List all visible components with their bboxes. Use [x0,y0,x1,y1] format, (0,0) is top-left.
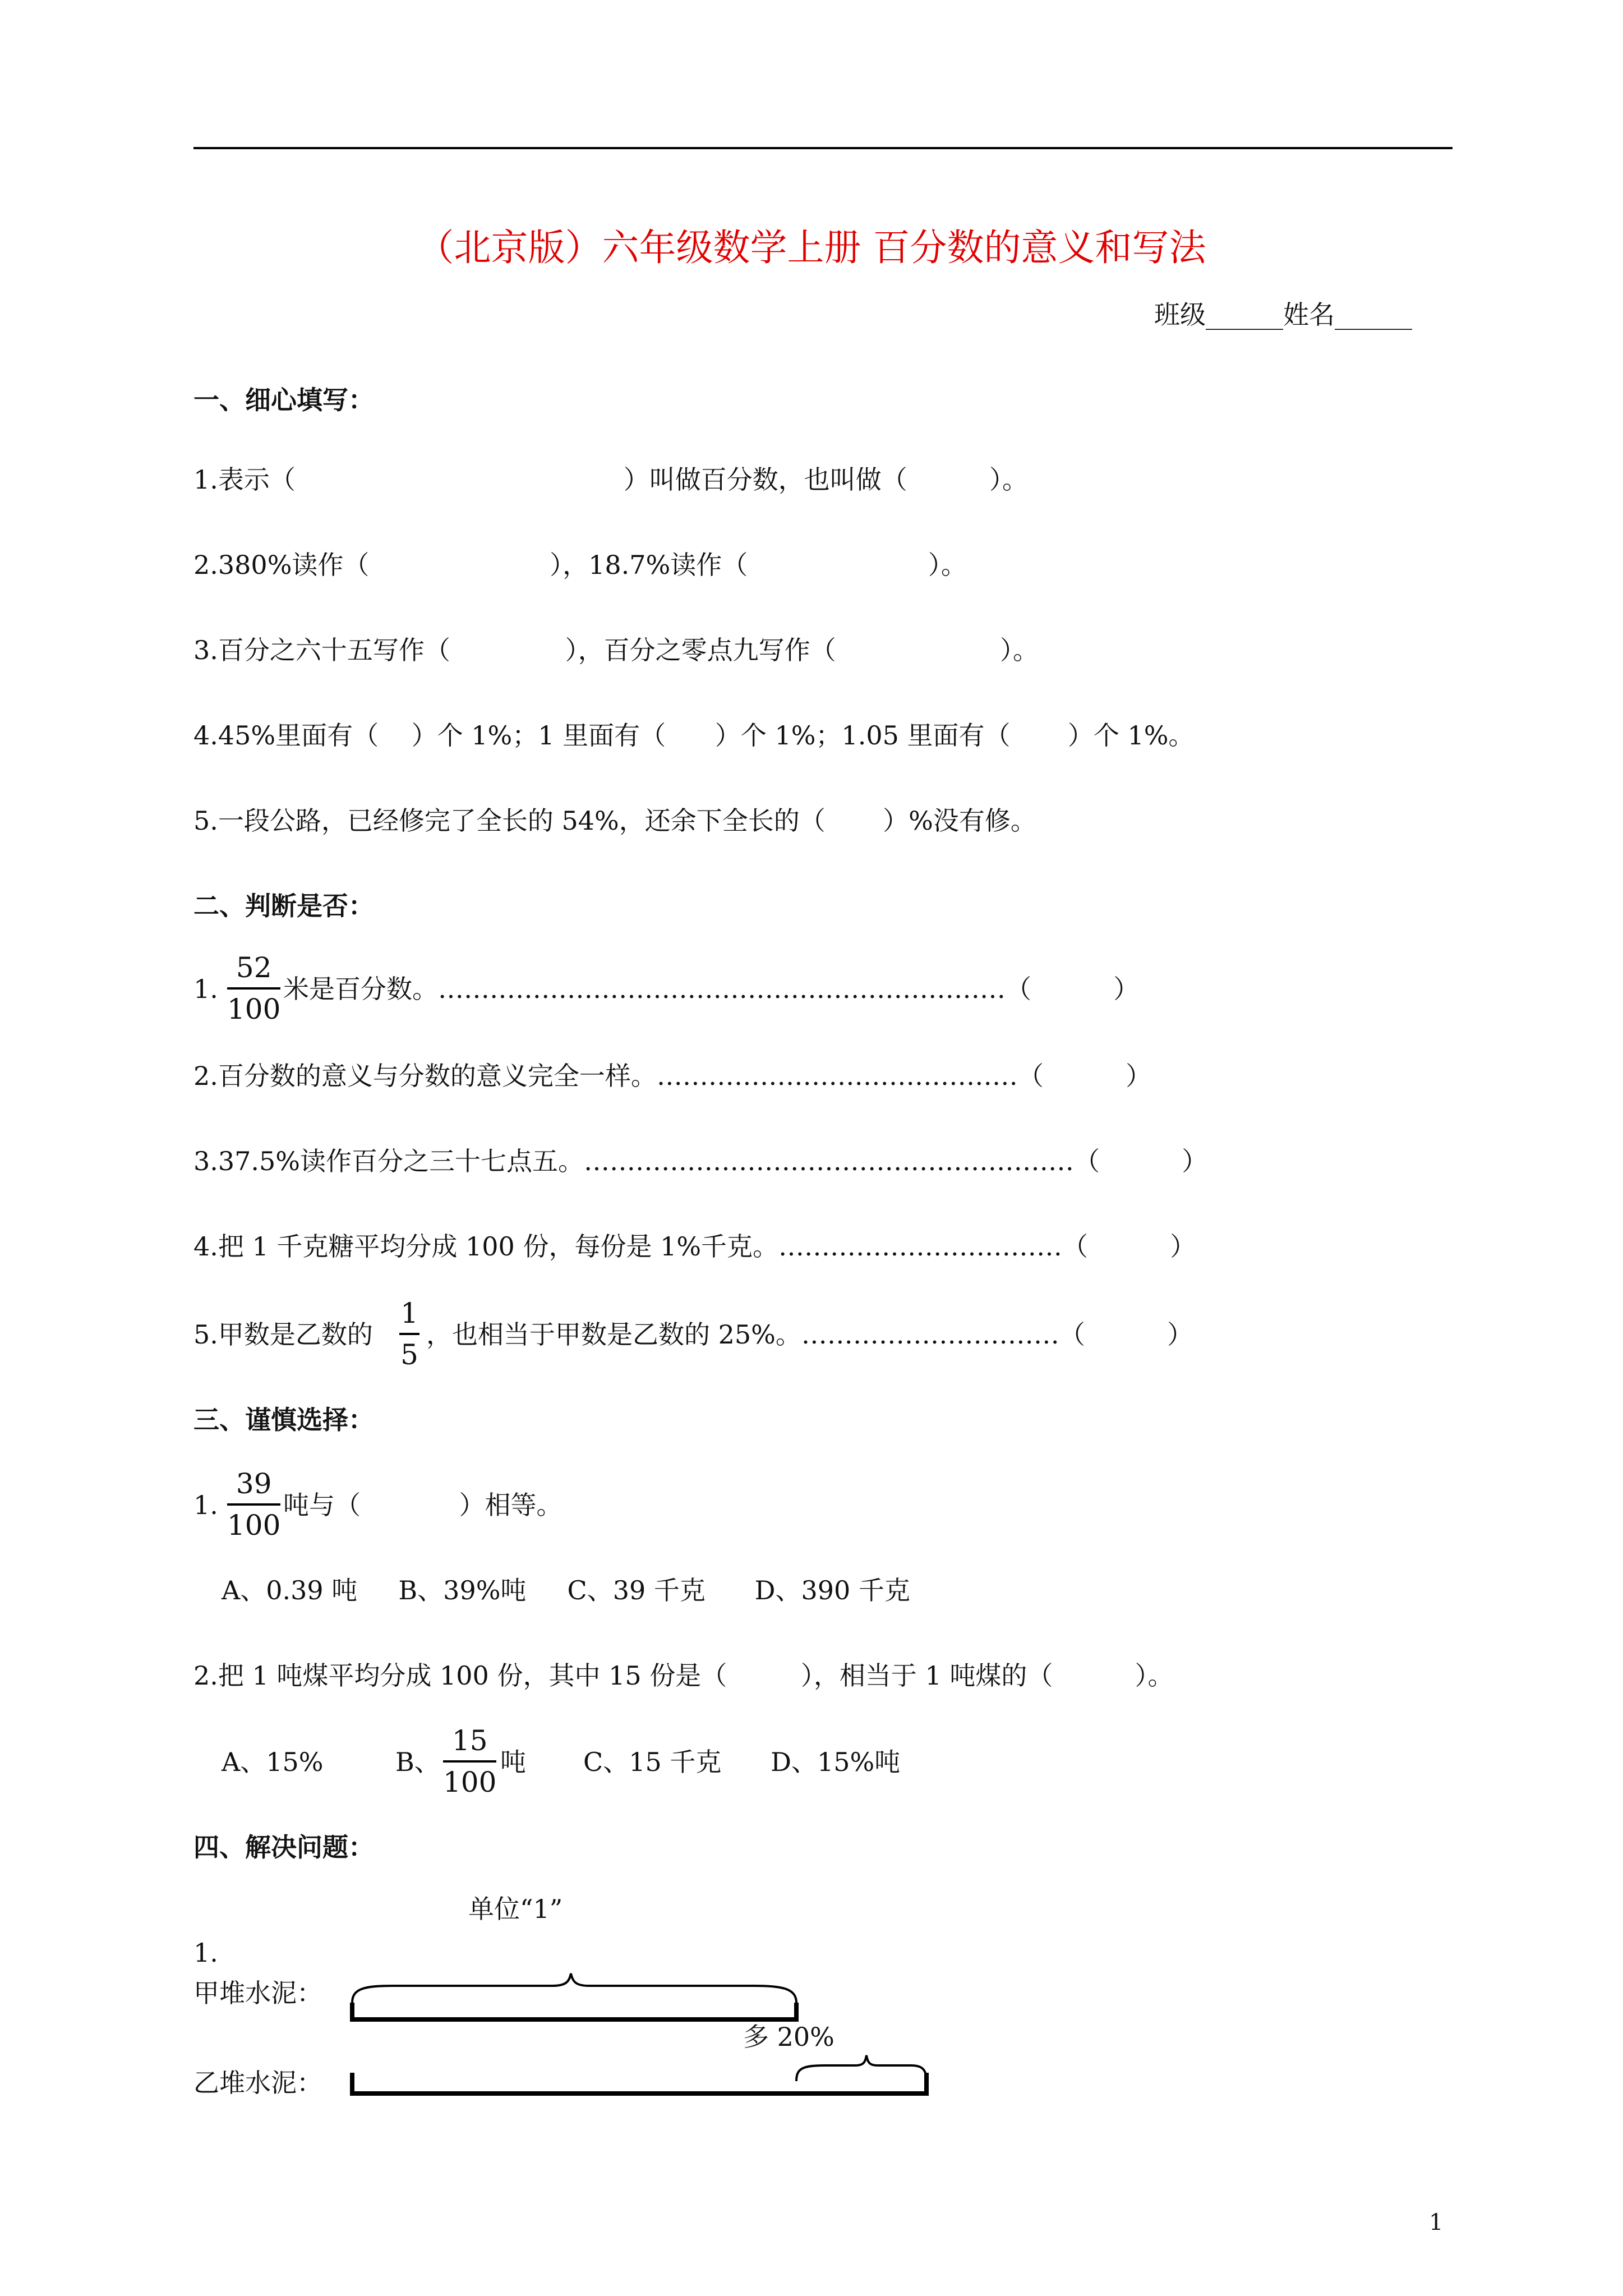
s2-q5-suffix: ，也相当于甲数是乙数的 25%。…………………………（ ） [426,1319,1193,1350]
page-number: 1 [1429,2210,1444,2235]
s2-question-3: 3.37.5%读作百分之三十七点五。…………………………………………………（ ） [193,1146,1208,1176]
s3-q2-option-b-prefix: B、 [395,1747,440,1777]
s1-question-1: 1.表示（ ）叫做百分数，也叫做（ ）。 [193,464,1028,495]
section-1-heading: 一、细心填写： [193,385,374,415]
extra-20-brace [796,2055,926,2081]
fraction-denominator: 100 [443,1766,497,1798]
section-3-heading: 三、谨慎选择： [193,1405,374,1435]
fraction-numerator: 39 [236,1467,272,1500]
section-2-heading: 二、判断是否： [193,891,374,921]
fraction-denominator: 5 [400,1338,418,1371]
student-info: 班级______姓名______ [1154,300,1412,330]
s4-q1-number: 1. [193,1938,218,1968]
fraction-numerator: 1 [400,1297,418,1329]
s3-q2-option-a: A、15% [222,1747,324,1777]
more-20-percent-label: 多 20% [743,2022,834,2052]
s3-q2-option-b-unit: 吨 [500,1747,526,1777]
fraction-numerator: 52 [236,951,272,984]
s2-question-1: 米是百分数。…………………………………………………………（ ） [283,974,1140,1004]
s3-q1-number: 1. [193,1490,218,1520]
label-pile-yi: 乙堆水泥： [193,2068,322,2098]
s2-question-2: 2.百分数的意义与分数的意义完全一样。……………………………………（ ） [193,1061,1152,1091]
page-title: （北京版）六年级数学上册 百分数的意义和写法 [417,226,1206,269]
s1-question-2: 2.380%读作（ ），18.7%读作（ ）。 [193,550,967,580]
section-4-heading: 四、解决问题： [193,1832,374,1862]
s3-question-1: 吨与（ ）相等。 [283,1490,562,1520]
s1-question-3: 3.百分之六十五写作（ ），百分之零点九写作（ ）。 [193,635,1039,665]
unit-one-brace [352,1973,796,2003]
s2-q5-prefix: 5.甲数是乙数的 [193,1319,373,1350]
fraction-numerator: 15 [451,1724,488,1757]
s3-q1-options: A、0.39 吨 B、39%吨 C、39 千克 D、390 千克 [222,1575,910,1605]
fraction-denominator: 100 [227,1509,281,1542]
s2-q1-number: 1. [193,974,218,1004]
pile-yi-segment [352,2073,926,2093]
s1-question-4: 4.45%里面有（ ）个 1%；1 里面有（ ）个 1%；1.05 里面有（ ）个 1%。 [193,720,1195,751]
pile-jia-segment [352,2003,796,2019]
s3-q2-options-cd: C、15 千克 D、15%吨 [583,1747,901,1777]
s3-question-2: 2.把 1 吨煤平均分成 100 份，其中 15 份是（ ），相当于 1 吨煤的（ ）。 [193,1660,1174,1691]
unit-one-label: 单位“1” [468,1894,563,1924]
fraction-denominator: 100 [227,993,281,1025]
s1-question-5: 5.一段公路，已经修完了全长的 54%，还余下全长的（ ）%没有修。 [193,806,1036,836]
s2-question-4: 4.把 1 千克糖平均分成 100 份，每份是 1%千克。……………………………（ ） [193,1231,1196,1262]
label-pile-jia: 甲堆水泥： [193,1978,322,2008]
